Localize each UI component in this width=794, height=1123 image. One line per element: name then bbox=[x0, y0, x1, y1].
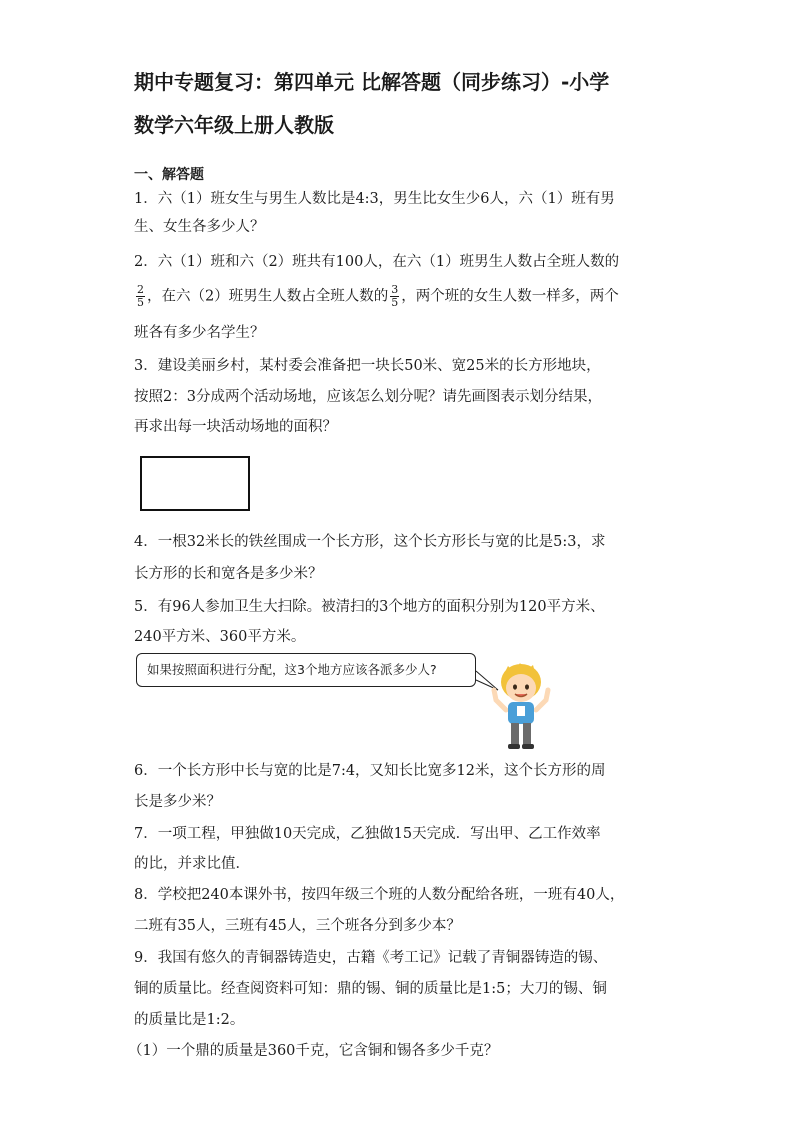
question-4-line-2: 长方形的长和宽各是多少米？ bbox=[134, 566, 323, 582]
question-2-line-2: $\frac{2}{5}$ ，在六（2）班男生人数占全班人数的 $\frac{3}{5}$ ，两个班的女生人数一样多，两个 bbox=[137, 283, 619, 309]
question-8-line-2: 二班有35人，三班有45人，三个班各分到多少本？ bbox=[134, 918, 461, 934]
question-1-line-2: 生、女生各多少人？ bbox=[134, 219, 265, 235]
question-9-line-3: 的质量比是1:2。 bbox=[134, 1012, 245, 1028]
question-2-line-3: 班各有多少名学生？ bbox=[134, 325, 265, 341]
question-3-line-2: 按照2：3分成两个活动场地，应该怎么划分呢？请先画图表示划分结果， bbox=[134, 389, 602, 405]
section-heading: 一、解答题 bbox=[134, 167, 204, 183]
question-5-line-1: 5．有96人参加卫生大扫除。被清扫的3个地方的面积分别为120平方米、 bbox=[134, 599, 605, 615]
rectangle-plot-figure bbox=[140, 456, 250, 511]
question-6-line-2: 长是多少米？ bbox=[134, 794, 221, 810]
fraction-two-fifths: $\frac{2}{5}$ bbox=[137, 283, 144, 309]
document-title-line-2: 数学六年级上册人教版 bbox=[134, 113, 334, 137]
question-2-line-1: 2．六（1）班和六（2）班共有100人，在六（1）班男生人数占全班人数的 bbox=[134, 254, 620, 270]
question-4-line-1: 4．一根32米长的铁丝围成一个长方形，这个长方形长与宽的比是5:3，求 bbox=[134, 534, 606, 550]
question-6-line-1: 6．一个长方形中长与宽的比是7:4，又知长比宽多12米，这个长方形的周 bbox=[134, 763, 606, 779]
cartoon-boy-illustration bbox=[486, 660, 556, 752]
question-7-line-2: 的比，并求比值． bbox=[134, 856, 250, 872]
question-3-line-1: 3．建设美丽乡村，某村委会准备把一块长50米、宽25米的长方形地块， bbox=[134, 358, 601, 374]
question-1-line-1: 1．六（1）班女生与男生人数比是4:3，男生比女生少6人，六（1）班有男 bbox=[134, 191, 615, 207]
question-5-line-2: 240平方米、360平方米。 bbox=[134, 629, 306, 645]
question-9-line-2: 铜的质量比。经查阅资料可知：鼎的锡、铜的质量比是1:5；大刀的锡、铜 bbox=[134, 981, 607, 997]
question-9-line-1: 9．我国有悠久的青铜器铸造史，古籍《考工记》记载了青铜器铸造的锡、 bbox=[134, 950, 608, 966]
fraction-three-fifths: $\frac{3}{5}$ bbox=[391, 283, 399, 309]
question-8-line-1: 8．学校把240本课外书，按四年级三个班的人数分配给各班，一班有40人， bbox=[134, 887, 625, 903]
question-7-line-1: 7．一项工程，甲独做10天完成，乙独做15天完成．写出甲、乙工作效率 bbox=[134, 826, 601, 842]
question-3-line-3: 再求出每一块活动场地的面积？ bbox=[134, 419, 337, 435]
speech-bubble: 如果按照面积进行分配，这3个地方应该各派多少人? bbox=[136, 653, 476, 687]
document-title-line-1: 期中专题复习：第四单元 比解答题（同步练习）-小学 bbox=[134, 70, 610, 94]
question-9-subquestion-1: （1）一个鼎的质量是360千克，它含铜和锡各多少千克？ bbox=[128, 1043, 499, 1059]
